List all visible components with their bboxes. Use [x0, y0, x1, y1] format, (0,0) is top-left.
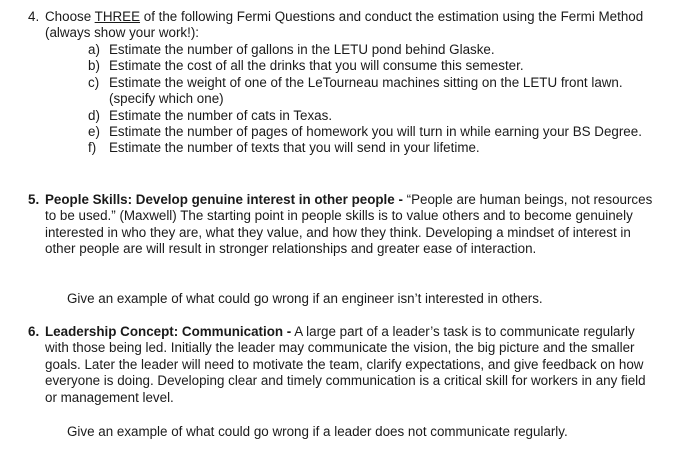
question-6-prompt: Give an example of what could go wrong if a leader does not communicate regularly.	[67, 424, 568, 439]
question-4-number: 4.	[28, 9, 40, 24]
question-5-number: 5.	[28, 192, 40, 207]
question-6-heading: Leadership Concept: Communication -	[45, 324, 292, 339]
question-5-body: “People are human beings, not resources to be used.” (Maxwell) The starting point in people skills is to value others and to become genuinely interested in who they are, what they value, and how they think. Developing a mindset of interest in other people are will result in stronger relationships and greater ease of interaction.	[45, 192, 653, 257]
list-item-text: Estimate the number of gallons in the LETU pond behind Glaske.	[109, 42, 495, 57]
question-5-prompt: Give an example of what could go wrong if an engineer isn’t interested in others.	[67, 291, 543, 306]
list-item-text: Estimate the number of pages of homework you will turn in while earning your BS Degree.	[109, 124, 642, 140]
question-6-number: 6.	[28, 324, 40, 339]
question-5-heading: People Skills: Develop genuine interest in other people -	[45, 192, 403, 207]
list-item-letter: b)	[88, 58, 100, 74]
list-item	[88, 124, 648, 140]
list-item-text: Estimate the number of cats in Texas.	[109, 107, 333, 123]
list-item	[88, 58, 648, 74]
list-item-text: Estimate the cost of all the drinks that you will consume this semester.	[109, 58, 524, 74]
question-4-options-list	[88, 42, 648, 157]
list-item-letter: c)	[88, 74, 100, 90]
question-6-paragraph	[45, 324, 653, 406]
question-5-paragraph	[45, 192, 653, 258]
list-item	[88, 75, 648, 108]
question-6-body: A large part of a leader’s task is to communicate regularly with those being led. Initially the leader may communicate the vision, the big picture and the smaller goals. Later the leader will need to motivate the team, clarify expectations, and give feedback on how everyone is doing. Developing clear and timely communication is a critical skill for workers in any field or management level.	[45, 324, 646, 405]
question-4-intro-before: Choose	[45, 9, 95, 24]
question-4	[28, 9, 653, 42]
list-item	[88, 42, 648, 58]
question-4-intro	[45, 9, 653, 42]
list-item-letter: d)	[88, 107, 100, 123]
list-item-letter: e)	[88, 124, 100, 140]
question-4-intro-after: of the following Fermi Questions and conduct the estimation using the Fermi Method (always show your work!):	[45, 9, 644, 41]
list-item	[88, 140, 648, 156]
list-item-text: Estimate the weight of one of the LeTourneau machines sitting on the LETU front lawn. (specify which one)	[109, 74, 623, 107]
list-item-text: Estimate the number of texts that you will send in your lifetime.	[109, 140, 480, 156]
list-item-letter: a)	[88, 42, 100, 57]
question-6	[28, 324, 653, 406]
list-item-letter: f)	[88, 140, 97, 156]
question-4-intro-underlined: THREE	[94, 9, 141, 24]
list-item	[88, 108, 648, 124]
question-5	[28, 192, 653, 258]
